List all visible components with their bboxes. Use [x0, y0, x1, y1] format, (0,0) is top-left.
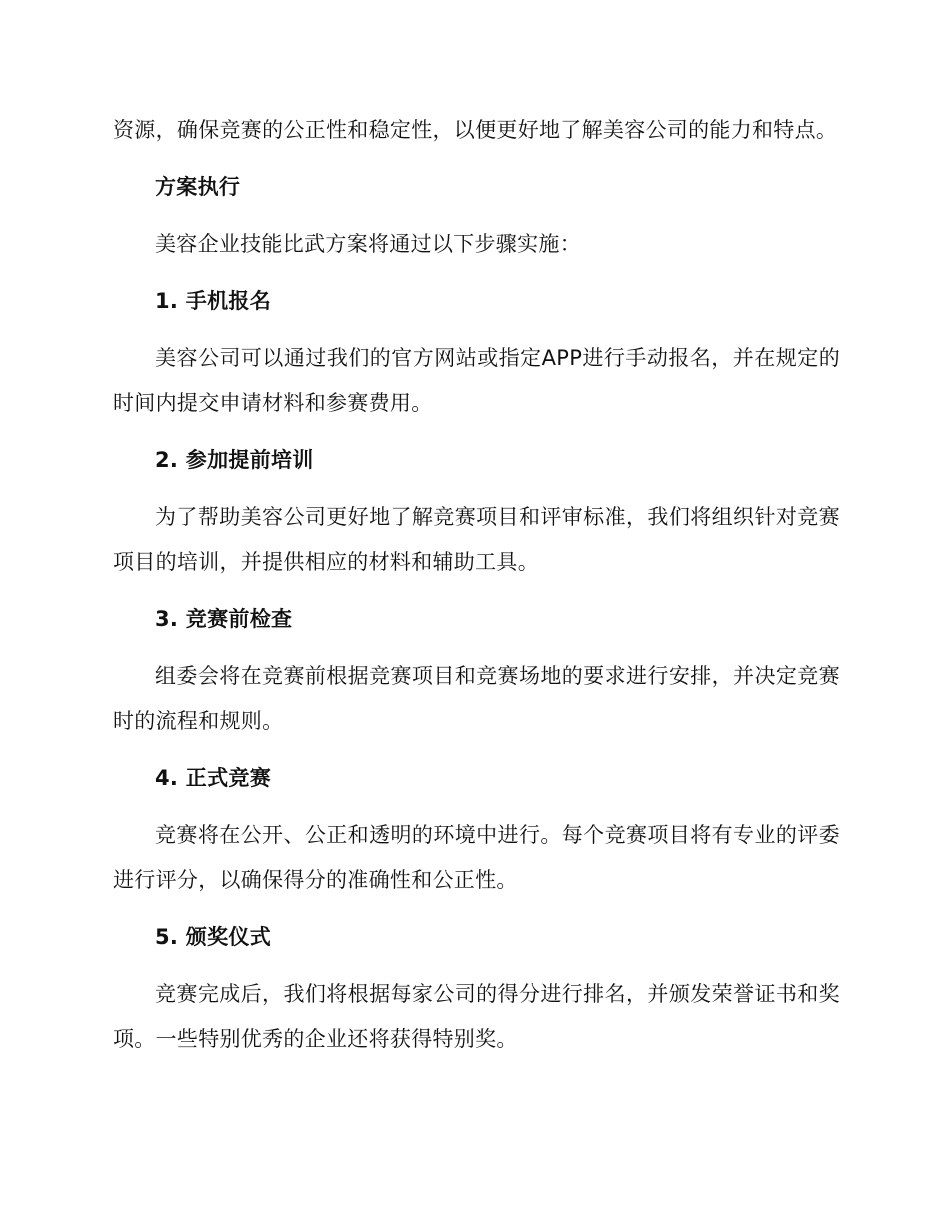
continued-paragraph: 资源，确保竞赛的公正性和稳定性，以便更好地了解美容公司的能力和特点。 — [113, 118, 838, 142]
step-body-3: 组委会将在竞赛前根据竞赛项目和竞赛场地的要求进行安排，并决定竞赛时的流程和规则。 — [113, 664, 840, 733]
intro-paragraph: 美容企业技能比武方案将通过以下步骤实施： — [155, 232, 581, 256]
step-body-1: 美容公司可以通过我们的官方网站或指定APP进行手动报名，并在规定的时间内提交申请材料和参赛费用。 — [113, 346, 840, 415]
step-heading-4: 4. 正式竞赛 — [155, 766, 271, 790]
section-heading: 方案执行 — [155, 175, 241, 199]
step-heading-2: 2. 参加提前培训 — [155, 448, 314, 472]
step-body-4: 竞赛将在公开、公正和透明的环境中进行。每个竞赛项目将有专业的评委进行评分，以确保得分的准确性和公正性。 — [113, 823, 840, 892]
step-heading-5: 5. 颁奖仪式 — [155, 925, 271, 949]
step-heading-1: 1. 手机报名 — [155, 289, 271, 313]
step-heading-3: 3. 竞赛前检查 — [155, 607, 293, 631]
step-body-5: 竞赛完成后，我们将根据每家公司的得分进行排名，并颁发荣誉证书和奖项。一些特别优秀的企业还将获得特别奖。 — [113, 982, 840, 1051]
document-content — [113, 108, 840, 1074]
step-body-2: 为了帮助美容公司更好地了解竞赛项目和评审标准，我们将组织针对竞赛项目的培训，并提供相应的材料和辅助工具。 — [113, 505, 840, 574]
